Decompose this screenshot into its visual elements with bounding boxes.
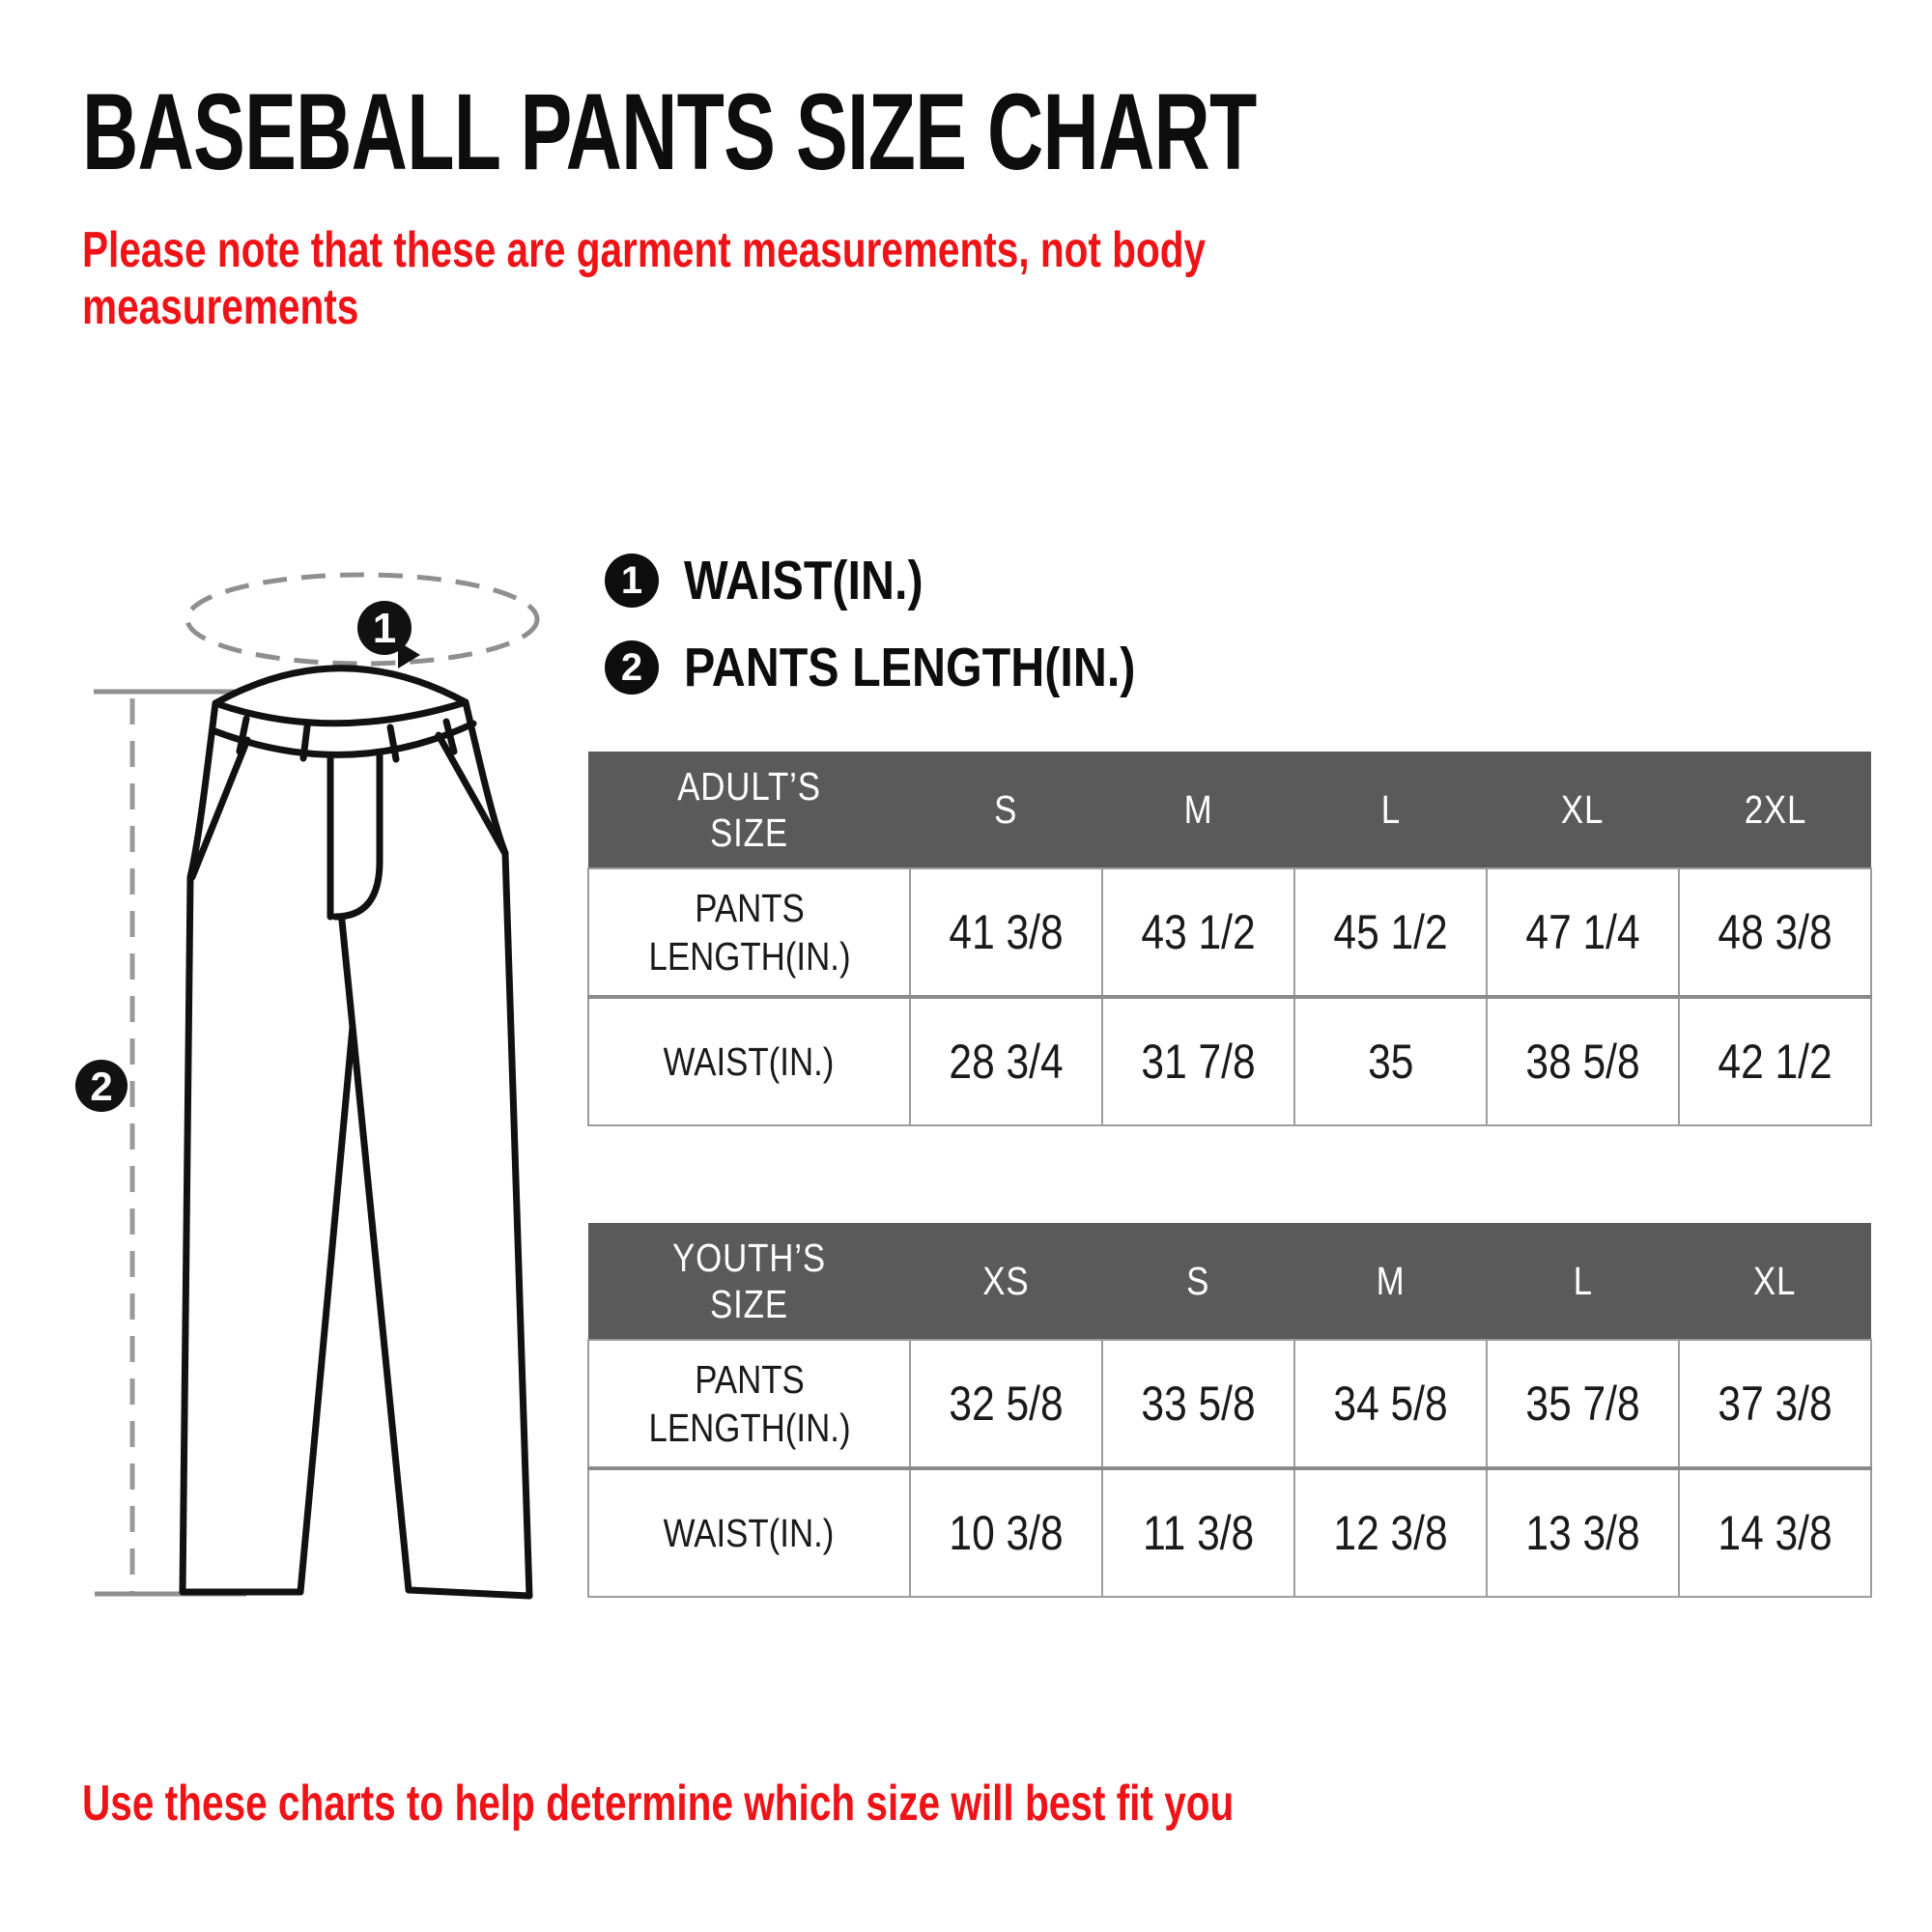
youth-waist-row (588, 1468, 1871, 1597)
size-value: 48 3/8 (1679, 868, 1871, 997)
pants-diagram (58, 444, 580, 1613)
page-title: BASEBALL PANTS SIZE CHART (82, 71, 1257, 192)
row-label: PANTS LENGTH(IN.) (588, 868, 910, 997)
size-value: 35 (1294, 997, 1487, 1125)
size-value: 31 7/8 (1102, 997, 1294, 1125)
adult-column-header-2xl: 2XL (1679, 752, 1871, 868)
youth-column-header-s: S (1102, 1223, 1294, 1340)
svg-text:1: 1 (372, 605, 397, 652)
row-label: PANTS LENGTH(IN.) (588, 1340, 910, 1468)
size-value: 28 3/4 (910, 997, 1102, 1125)
adult-header-row (588, 752, 1871, 868)
legend-waist-badge: 1 (605, 554, 659, 608)
size-value: 32 5/8 (910, 1340, 1102, 1468)
size-value: 37 3/8 (1679, 1340, 1871, 1468)
fit-advice-note: Use these charts to help determine which size will best fit you (82, 1776, 1235, 1832)
size-value: 47 1/4 (1487, 868, 1679, 997)
youth-column-header-m: M (1294, 1223, 1487, 1340)
row-label: WAIST(IN.) (588, 997, 910, 1125)
size-value: 34 5/8 (1294, 1340, 1487, 1468)
size-value: 12 3/8 (1294, 1468, 1487, 1597)
garment-note-line1: Please note that these are garment measurements, not body (82, 222, 1207, 278)
adult-size-table (587, 752, 1872, 1126)
youth-column-header-l: L (1487, 1223, 1679, 1340)
size-value: 35 7/8 (1487, 1340, 1679, 1468)
adult-column-header-l: L (1294, 752, 1487, 868)
garment-measurements-note (82, 222, 1206, 336)
size-value: 45 1/2 (1294, 868, 1487, 997)
size-value: 11 3/8 (1102, 1468, 1294, 1597)
legend-length (605, 636, 1215, 699)
row-label: WAIST(IN.) (588, 1468, 910, 1597)
garment-note-line2: measurements (82, 278, 359, 335)
youth-column-header-xs: XS (910, 1223, 1102, 1340)
measurement-legend (605, 549, 1215, 699)
adult-waist-row (588, 997, 1871, 1125)
legend-length-badge: 2 (605, 640, 659, 695)
legend-length-label: PANTS LENGTH(IN.) (684, 637, 1136, 698)
pants-outline (183, 668, 529, 1596)
legend-waist (605, 549, 1215, 612)
adult-column-header-xl: XL (1487, 752, 1679, 868)
adult-corner-label: ADULT’S SIZE (588, 752, 910, 868)
svg-text:2: 2 (90, 1064, 113, 1109)
adult-pants-length-row (588, 868, 1871, 997)
youth-pants-length-row (588, 1340, 1871, 1468)
youth-corner-label: YOUTH’S SIZE (588, 1223, 910, 1340)
legend-waist-label: WAIST(IN.) (684, 550, 923, 611)
youth-size-table (587, 1223, 1872, 1598)
size-value: 42 1/2 (1679, 997, 1871, 1125)
size-value: 33 5/8 (1102, 1340, 1294, 1468)
youth-header-row (588, 1223, 1871, 1340)
size-value: 14 3/8 (1679, 1468, 1871, 1597)
size-value: 43 1/2 (1102, 868, 1294, 997)
adult-column-header-m: M (1102, 752, 1294, 868)
size-value: 13 3/8 (1487, 1468, 1679, 1597)
length-marker-badge (75, 1060, 128, 1112)
youth-column-header-xl: XL (1679, 1223, 1871, 1340)
waist-marker-badge (357, 601, 412, 655)
size-value: 38 5/8 (1487, 997, 1679, 1125)
size-value: 41 3/8 (910, 868, 1102, 997)
size-value: 10 3/8 (910, 1468, 1102, 1597)
adult-column-header-s: S (910, 752, 1102, 868)
